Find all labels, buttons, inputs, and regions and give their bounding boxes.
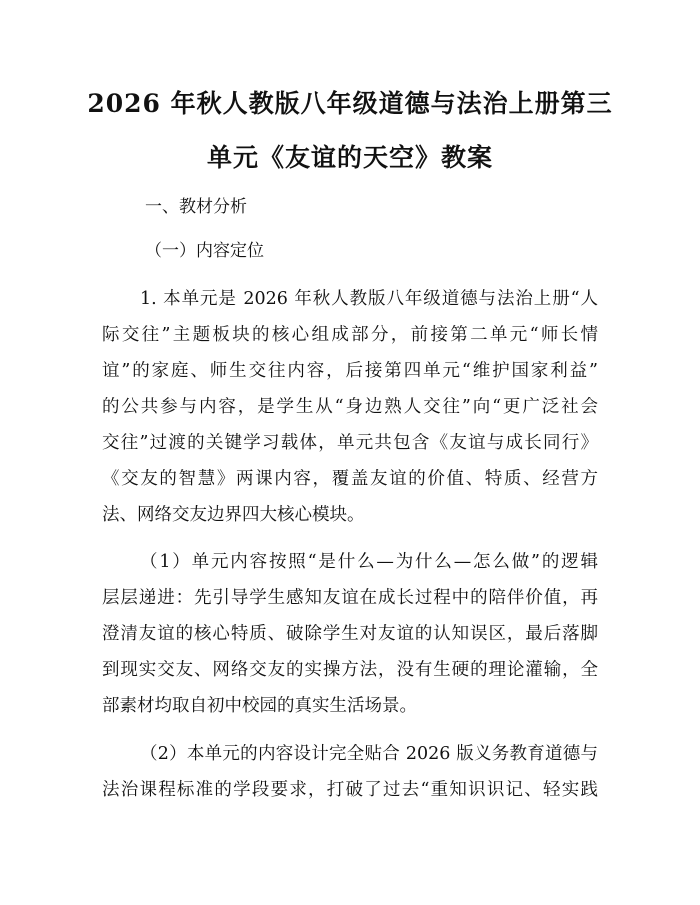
- paragraph-line: （2）本单元的内容设计完全贴合 2026 版义务教育道德与: [140, 744, 598, 764]
- paragraph-line: 部素材均取自初中校园的真实生活场景。: [102, 696, 417, 716]
- paragraph-line: 层层递进：先引导学生感知友谊在成长过程中的陪伴价值，再: [102, 588, 598, 608]
- paragraph-line: 的公共参与内容，是学生从“身边熟人交往”向“更广泛社会: [102, 397, 598, 417]
- paragraph-line: 澄清友谊的核心特质、破除学生对友谊的认知误区，最后落脚: [102, 624, 598, 644]
- paragraph-line: 1. 本单元是 2026 年秋人教版八年级道德与法治上册“人: [140, 289, 598, 309]
- paragraph-line: 交往”过渡的关键学习载体，单元共包含《友谊与成长同行》: [102, 433, 598, 453]
- paragraph-line: （1）单元内容按照“是什么—为什么—怎么做”的逻辑: [140, 552, 598, 572]
- subsection-heading: （一）内容定位: [145, 241, 264, 261]
- paragraph-line: 法、网络交友边界四大核心模块。: [102, 505, 365, 525]
- paragraph-line: 《交友的智慧》两课内容，覆盖友谊的价值、特质、经营方: [102, 469, 598, 489]
- paragraph-line: 谊”的家庭、师生交往内容，后接第四单元“维护国家利益”: [102, 361, 598, 381]
- paragraph-line: 法治课程标准的学段要求，打破了过去“重知识识记、轻实践: [102, 780, 598, 800]
- paragraph-line: 到现实交友、网络交友的实操方法，没有生硬的理论灌输，全: [102, 660, 598, 680]
- section-heading: 一、教材分析: [145, 197, 247, 217]
- paragraph-line: 际交往”主题板块的核心组成部分，前接第二单元“师长情: [102, 325, 598, 345]
- title-line-2: 单元《友谊的天空》教案: [206, 143, 493, 172]
- title-line-1: 2026 年秋人教版八年级道德与法治上册第三: [87, 89, 613, 118]
- document-title: [80, 77, 620, 185]
